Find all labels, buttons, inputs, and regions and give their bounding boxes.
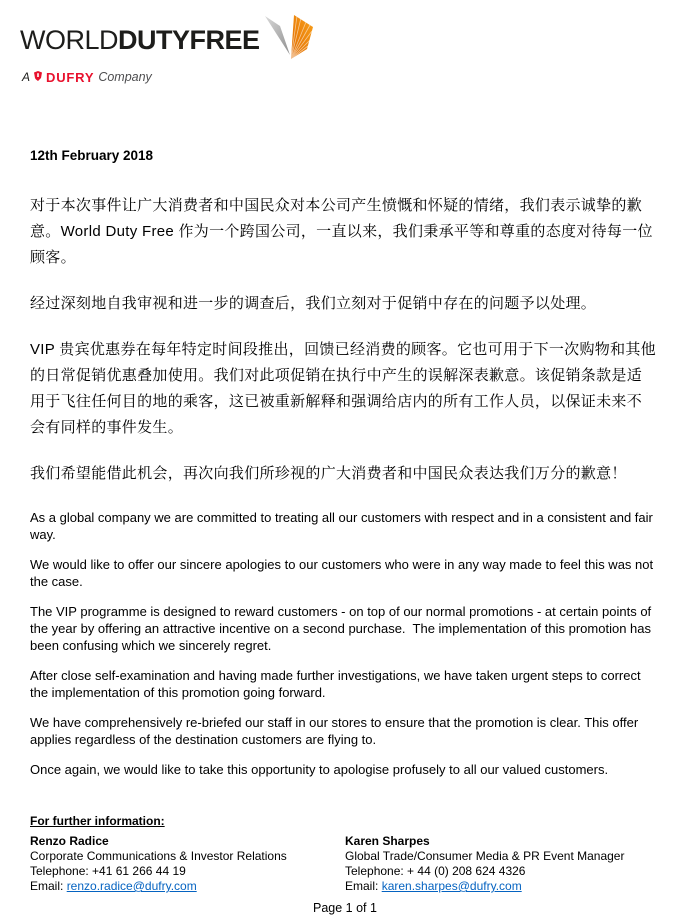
chinese-paragraph-2: 经过深刻地自我审视和进一步的调查后，我们立刻对于促销中存在的问题予以处理。: [30, 295, 597, 312]
chinese-statement-section: [30, 193, 657, 487]
contact-name: Renzo Radice: [30, 834, 109, 848]
chinese-paragraph-3: VIP 贵宾优惠券在每年特定时间段推出，回馈已经消费的顾客。它也可用于下一次购物和其他的日常促销优惠叠加使用。我们对此项促销在执行中产生的误解深表歉意。该促销条款是适用于飞往任何目的地的乘客，这已被重新解释和强调给店内的所有工作人员，以保证未来不会有同样的事件发生。: [30, 341, 656, 436]
butterfly-wings-icon: [262, 14, 316, 67]
logo-wordmark: [20, 14, 260, 56]
email-link-renzo-radice[interactable]: renzo.radice@dufry.com: [66, 879, 197, 893]
statement-date: 12th February 2018: [30, 148, 154, 163]
contact-card-renzo-radice: [30, 834, 345, 894]
contacts-heading: For further information:: [30, 814, 165, 828]
email-label: Email:: [30, 879, 67, 893]
world-duty-free-logo: [20, 14, 657, 86]
contact-name: Karen Sharpes: [345, 834, 430, 848]
tagline-company: Company: [98, 70, 152, 84]
english-paragraph-4: After close self-examination and having made further investigations, we have taken urgent steps to correct the implementation of this promotion going forward.: [30, 668, 645, 700]
chinese-paragraph-4: 我们希望能借此机会，再次向我们所珍视的广大消费者和中国民众表达我们万分的歉意！: [30, 465, 627, 482]
dufry-company-tagline: [22, 68, 657, 86]
contact-card-karen-sharpes: [345, 834, 624, 894]
logo-word-dutyfree: DUTYFREE: [118, 25, 260, 55]
contact-role: Corporate Communications & Investor Relations: [30, 849, 287, 863]
contact-role: Global Trade/Consumer Media & PR Event Manager: [345, 849, 625, 863]
english-paragraph-2: We would like to offer our sincere apologies to our customers who were in any way made to feel this was not the case.: [30, 557, 657, 589]
contact-email-line: [30, 879, 345, 894]
tagline-a: A: [22, 70, 31, 84]
logo-word-world: WORLD: [20, 25, 118, 55]
english-statement-section: [30, 509, 657, 778]
contact-telephone: Telephone: +41 61 266 44 19: [30, 864, 186, 878]
email-link-karen-sharpes[interactable]: karen.sharpes@dufry.com: [381, 879, 522, 893]
chinese-paragraph-1: 对于本次事件让广大消费者和中国民众对本公司产生愤慨和怀疑的情绪，我们表示诚挚的歉意。World Duty Free 作为一个跨国公司，一直以来，我们秉承平等和尊重的态度对待每一位顾客。: [30, 197, 653, 266]
contact-telephone: Telephone: + 44 (0) 208 624 4326: [345, 864, 526, 878]
english-paragraph-5: We have comprehensively re-briefed our staff in our stores to ensure that the promotion is clear. This offer applies regardless of the destination customers are flying to.: [30, 715, 642, 747]
page-indicator: Page 1 of 1: [313, 901, 377, 915]
email-label: Email:: [345, 879, 382, 893]
english-paragraph-6: Once again, we would like to take this opportunity to apologise profusely to all our valued customers.: [30, 762, 609, 777]
tagline-dufry: DUFRY: [46, 69, 95, 85]
contact-email-line: [345, 879, 624, 894]
english-paragraph-3: The VIP programme is designed to reward customers - on top of our normal promotions - at certain points of the year by offering an attractive incentive on a second purchase. The implementation of this promotion has been confusing which we sincerely regret.: [30, 604, 655, 653]
contact-information-section: [30, 814, 657, 894]
english-paragraph-1: As a global company we are committed to treating all our customers with respect and in a consistent and fair way.: [30, 510, 657, 542]
dufry-shield-icon: [34, 68, 42, 86]
